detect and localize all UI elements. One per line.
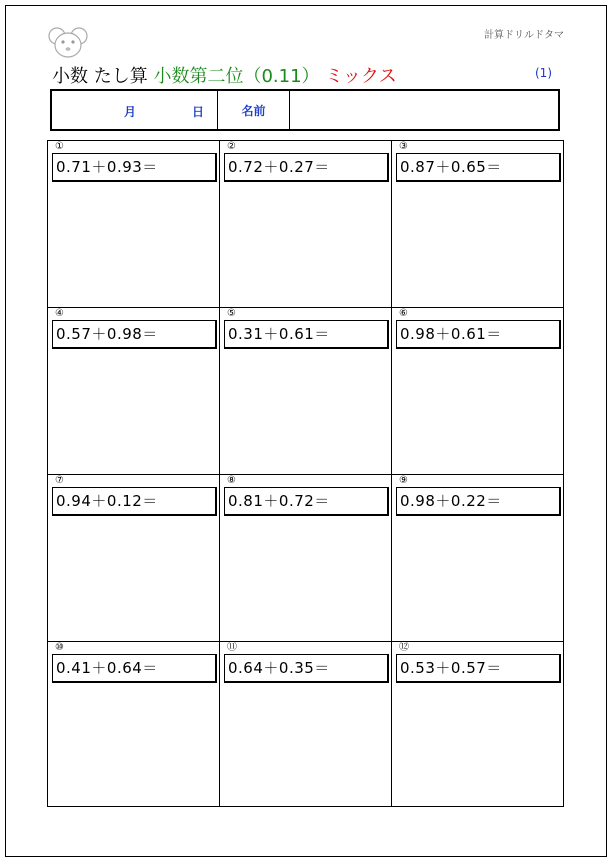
- problem-expression: 0.41＋0.64＝: [52, 654, 217, 683]
- problem-number: ⑦: [55, 475, 64, 486]
- mouse-mascot-icon: [48, 25, 88, 59]
- day-label: 日: [192, 105, 205, 119]
- problem-expression: 0.81＋0.72＝: [224, 487, 389, 516]
- problem-expression: 0.72＋0.27＝: [224, 153, 389, 182]
- problem-number: ⑫: [399, 642, 409, 653]
- problem-number: ⑨: [399, 475, 408, 486]
- brand-label: 計算ドリルドタマ: [484, 30, 564, 41]
- problem-expression: 0.87＋0.65＝: [396, 153, 561, 182]
- title-part-topic: 小数 たし算: [52, 66, 148, 87]
- problem-cell[interactable]: [220, 642, 392, 806]
- problem-cell[interactable]: [220, 475, 392, 642]
- problem-grid: [47, 140, 564, 807]
- problem-number: ④: [55, 308, 64, 319]
- problem-cell[interactable]: [392, 475, 563, 642]
- problem-number: ⑧: [227, 475, 236, 486]
- name-field[interactable]: [290, 91, 558, 129]
- problem-expression: 0.71＋0.93＝: [52, 153, 217, 182]
- title-part-level: 小数第二位（0.11）: [153, 66, 320, 87]
- problem-number: ⑤: [227, 308, 236, 319]
- problem-cell[interactable]: [392, 642, 563, 806]
- problem-expression: 0.64＋0.35＝: [224, 654, 389, 683]
- problem-cell[interactable]: [48, 141, 220, 308]
- problem-cell[interactable]: [48, 642, 220, 806]
- problem-number: ⑥: [399, 308, 408, 319]
- month-label: 月: [124, 105, 137, 119]
- problem-number: ⑩: [55, 642, 64, 653]
- page-number: (1): [535, 66, 552, 80]
- problem-expression: 0.98＋0.61＝: [396, 320, 561, 349]
- problem-expression: 0.53＋0.57＝: [396, 654, 561, 683]
- problem-cell[interactable]: [392, 141, 563, 308]
- problem-number: ③: [399, 141, 408, 152]
- problem-cell[interactable]: [48, 308, 220, 475]
- problem-cell[interactable]: [220, 308, 392, 475]
- problem-cell[interactable]: [220, 141, 392, 308]
- worksheet-title: [52, 62, 397, 88]
- date-field[interactable]: [52, 91, 218, 129]
- name-label: 名前: [241, 103, 266, 118]
- problem-expression: 0.98＋0.22＝: [396, 487, 561, 516]
- problem-expression: 0.31＋0.61＝: [224, 320, 389, 349]
- problem-number: ①: [55, 141, 64, 152]
- problem-number: ②: [227, 141, 236, 152]
- problem-cell[interactable]: [48, 475, 220, 642]
- date-name-header: [50, 89, 560, 131]
- title-part-mix: ミックス: [325, 66, 397, 87]
- problem-expression: 0.57＋0.98＝: [52, 320, 217, 349]
- problem-cell[interactable]: [392, 308, 563, 475]
- problem-expression: 0.94＋0.12＝: [52, 487, 217, 516]
- name-label-cell: [218, 91, 290, 129]
- problem-number: ⑪: [227, 642, 237, 653]
